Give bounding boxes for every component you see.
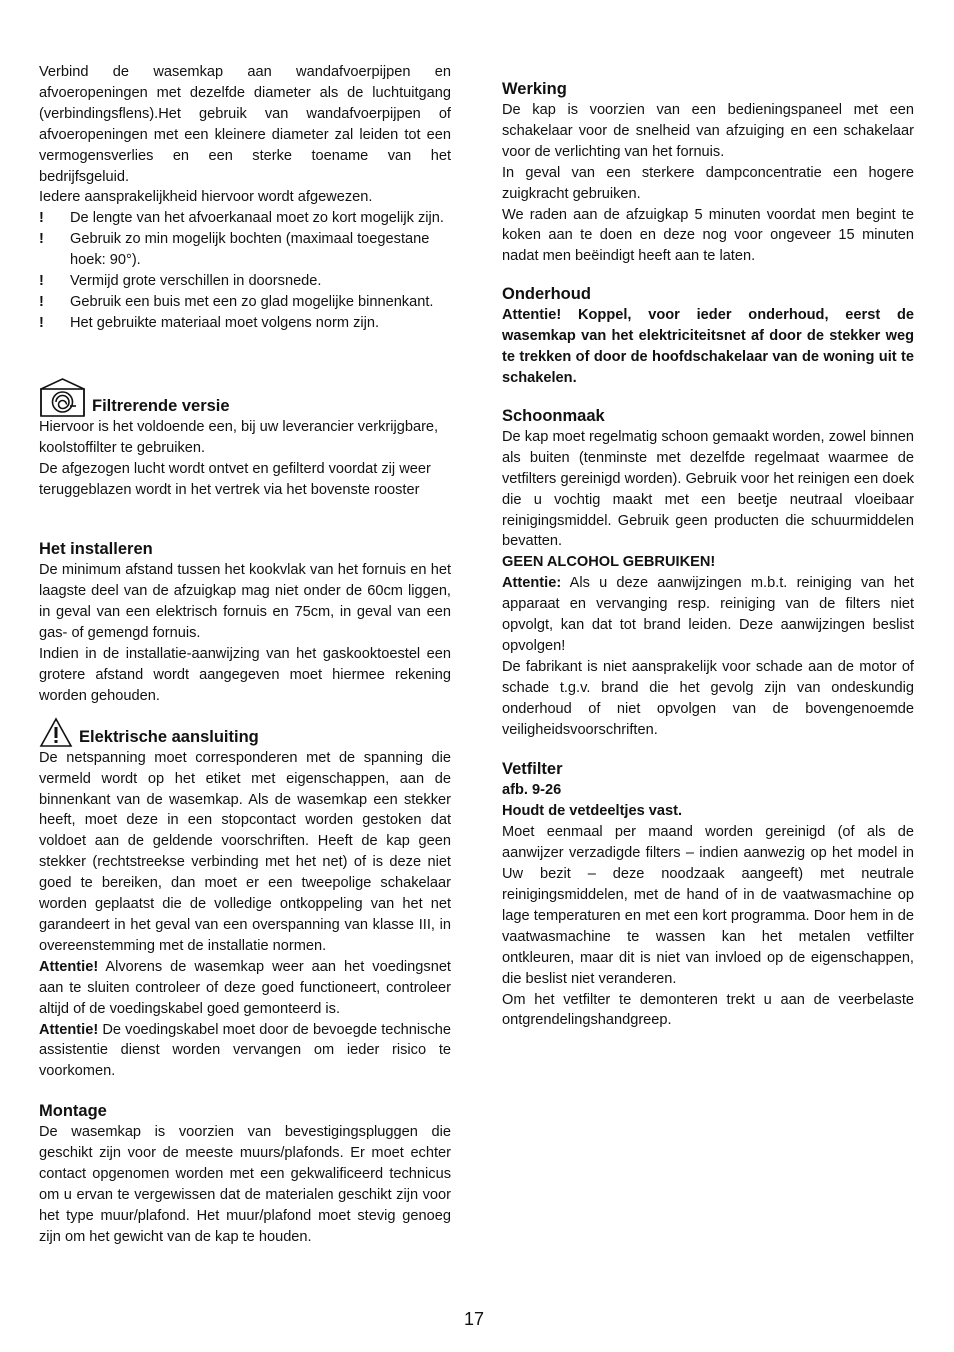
page-number: 17 [464, 1309, 485, 1329]
left-column [39, 62, 451, 1248]
bullet-mark: ! [39, 210, 44, 227]
schoonmaak-paragraph: De fabrikant is niet aansprakelijk voor schade aan de motor of schade t.g.v. brand die het gevolg zijn van ondeskundig onderhoud of niet opvolgen van de bovengenoemde veiligheidsvoorschriften. [502, 658, 914, 738]
duct-requirements-list [39, 208, 451, 333]
electric-title: Elektrische aansluiting [79, 727, 259, 746]
vetfilter-paragraph: Om het vetfilter te demonteren trekt u aan de veerbelaste ontgrendelingshandgreep. [502, 991, 914, 1029]
alcohol-warning: GEEN ALCOHOL GEBRUIKEN! [502, 554, 716, 571]
werking-paragraph: De kap is voorzien van een bedieningspaneel met een schakelaar voor de snelheid van afzuiging en een schakelaar voor de verlichting van het fornuis. [502, 102, 914, 160]
install-title: Het installeren [39, 540, 153, 559]
werking-paragraph: In geval van een sterkere dampconcentratie een hogere zuigkracht gebruiken. [502, 164, 914, 202]
filter-paragraph: De afgezogen lucht wordt ontvet en gefilterd voordat zij weer teruggeblazen wordt in het vertrek via het bovenste rooster [39, 460, 431, 498]
schoonmaak-title: Schoonmaak [502, 406, 605, 425]
montage-paragraph: De wasemkap is voorzien van bevestigingspluggen die geschikt zijn voor de meeste muurs/plafonds. Er moet echter contact opgenomen worden met een gekwalificeerd technicus om u ervan te vergewissen dat de materialen geschikt zijn voor het type muur/plafond. Het muur/plafond moet stevig genoeg zijn om het gewicht van de kap te houden. [39, 1124, 451, 1245]
onderhoud-title: Onderhoud [502, 285, 591, 304]
filter-hood-icon [39, 377, 86, 417]
electric-warning: Attentie! Alvorens de wasemkap weer aan het voedingsnet aan te sluiten controleer of deze goed functioneert, controleer altijd of de voedingskabel goed gemonteerd is. [39, 958, 451, 1017]
electric-section-heading [39, 717, 451, 748]
list-item: ! Gebruik zo min mogelijk bochten (maximaal toegestane hoek: 90°). [39, 231, 430, 269]
list-item: ! Vermijd grote verschillen in doorsnede. [39, 271, 451, 292]
intro-paragraph: Verbind de wasemkap aan wandafvoerpijpen en afvoeropeningen met dezelfde diameter als de luchtuitgang (verbindingsflens).Het gebruik van wandafvoerpijpen of afvoeropeningen met een kleinere diameter zal leiden tot een vermogensverlies en een sterke toename van het bedrijfsgeluid. [39, 64, 451, 185]
schoonmaak-paragraph: De kap moet regelmatig schoon gemaakt worden, zowel binnen als buiten (tenminste met dezelfde regelmaat waarmee de vetfilters gereinigd worden). Gebruik voor het reinigen een doek die u vochtig maakt met een beetje neutraal vloeibaar reinigingsmiddel. Gebruik geen producten die schuurmiddelen bevatten. [502, 428, 914, 550]
warning-triangle-icon [39, 717, 73, 748]
list-item: ! Het gebruikte materiaal moet volgens norm zijn. [39, 313, 451, 334]
onderhoud-warning: Attentie! Koppel, voor ieder onderhoud, eerst de wasemkap van het elektriciteitsnet af door de stekker weg te trekken of door de hoofdschakelaar van de woning uit te schakelen. [502, 307, 914, 386]
bullet-mark: ! [39, 231, 44, 248]
werking-paragraph: We raden aan de afzuigkap 5 minuten voordat men begint te koken aan te doen en deze nog voor ongeveer 15 minuten nadat men beëindigt heeft aan te laten. [502, 206, 914, 265]
werking-title: Werking [502, 80, 567, 98]
list-item: ! De lengte van het afvoerkanaal moet zo kort mogelijk zijn. [39, 208, 451, 229]
vetfilter-title: Vetfilter [502, 760, 563, 779]
filter-paragraph: Hiervoor is het voldoende een, bij uw leverancier verkrijgbare, koolstoffilter te gebruiken. [39, 418, 439, 456]
liability-paragraph: Iedere aansprakelijkheid hiervoor wordt afgewezen. [39, 189, 373, 206]
bullet-mark: ! [39, 273, 44, 290]
bullet-mark: ! [39, 293, 44, 310]
install-paragraph: De minimum afstand tussen het kookvlak van het fornuis en het laagste deel van de afzuigkap mag niet onder de 60cm liggen, in geval van een elektrisch fornuis en 75cm, in geval van een gas- of gemengd fornuis. [39, 562, 451, 642]
filter-title: Filtrerende versie [92, 396, 230, 415]
right-column [502, 78, 914, 1031]
list-item: ! Gebruik een buis met een zo glad mogelijke binnenkant. [39, 292, 451, 313]
electric-warning: Attentie! De voedingskabel moet door de bevoegde technische assistentie dienst worden vervangen om ieder risico te voorkomen. [39, 1021, 451, 1080]
schoonmaak-warning: Attentie: Als u deze aanwijzingen m.b.t. reiniging van het apparaat en vervanging resp. reiniging van de filters niet opvolgt, kan dat tot brand leiden. Deze aanwijzingen beslist opvolgen! [502, 575, 914, 654]
vetfilter-subtitle: Houdt de vetdeeltjes vast. [502, 803, 683, 820]
filter-section-heading [39, 377, 451, 417]
bullet-mark: ! [39, 314, 44, 331]
electric-paragraph: De netspanning moet corresponderen met de spanning die vermeld wordt op het etiket met eigenschappen, aan de binnenkant van de wasemkap. Als de wasemkap een stekker heeft, moet deze in een stopcontact worden gestoken dat voldoet aan de geldende voorschriften. Heeft de kap geen stekker (rechtstreekse verbinding met het net) of is deze niet goed te bereiken, dan moet er een tweepolige schakelaar worden geplaatst die de volledige ontkoppeling van het net garandeert in het geval van een overspanning van klasse III, in overeenstemming met de installatie normen. [39, 749, 451, 954]
vetfilter-paragraph: Moet eenmaal per maand worden gereinigd (of als de aanwijzer verzadigde filters – indien aanwezig op het model in Uw bezit – deze noodzaak aangeeft) met neutrale reinigingsmiddelen, met de hand of in de vaatwasmachine op lage temperaturen en met een kort programma. Door hem in de vaatwasmachine te wassen kan het metalen vetfilter ontkleuren, maar dit is niet van invloed op de eigenschappen, die beslist niet veranderen. [502, 824, 914, 987]
figure-reference: afb. 9-26 [502, 782, 562, 799]
install-paragraph: Indien in de installatie-aanwijzing van het gaskooktoestel een grotere afstand wordt aangegeven moet hiermee rekening worden gehouden. [39, 646, 451, 704]
montage-title: Montage [39, 1102, 107, 1121]
